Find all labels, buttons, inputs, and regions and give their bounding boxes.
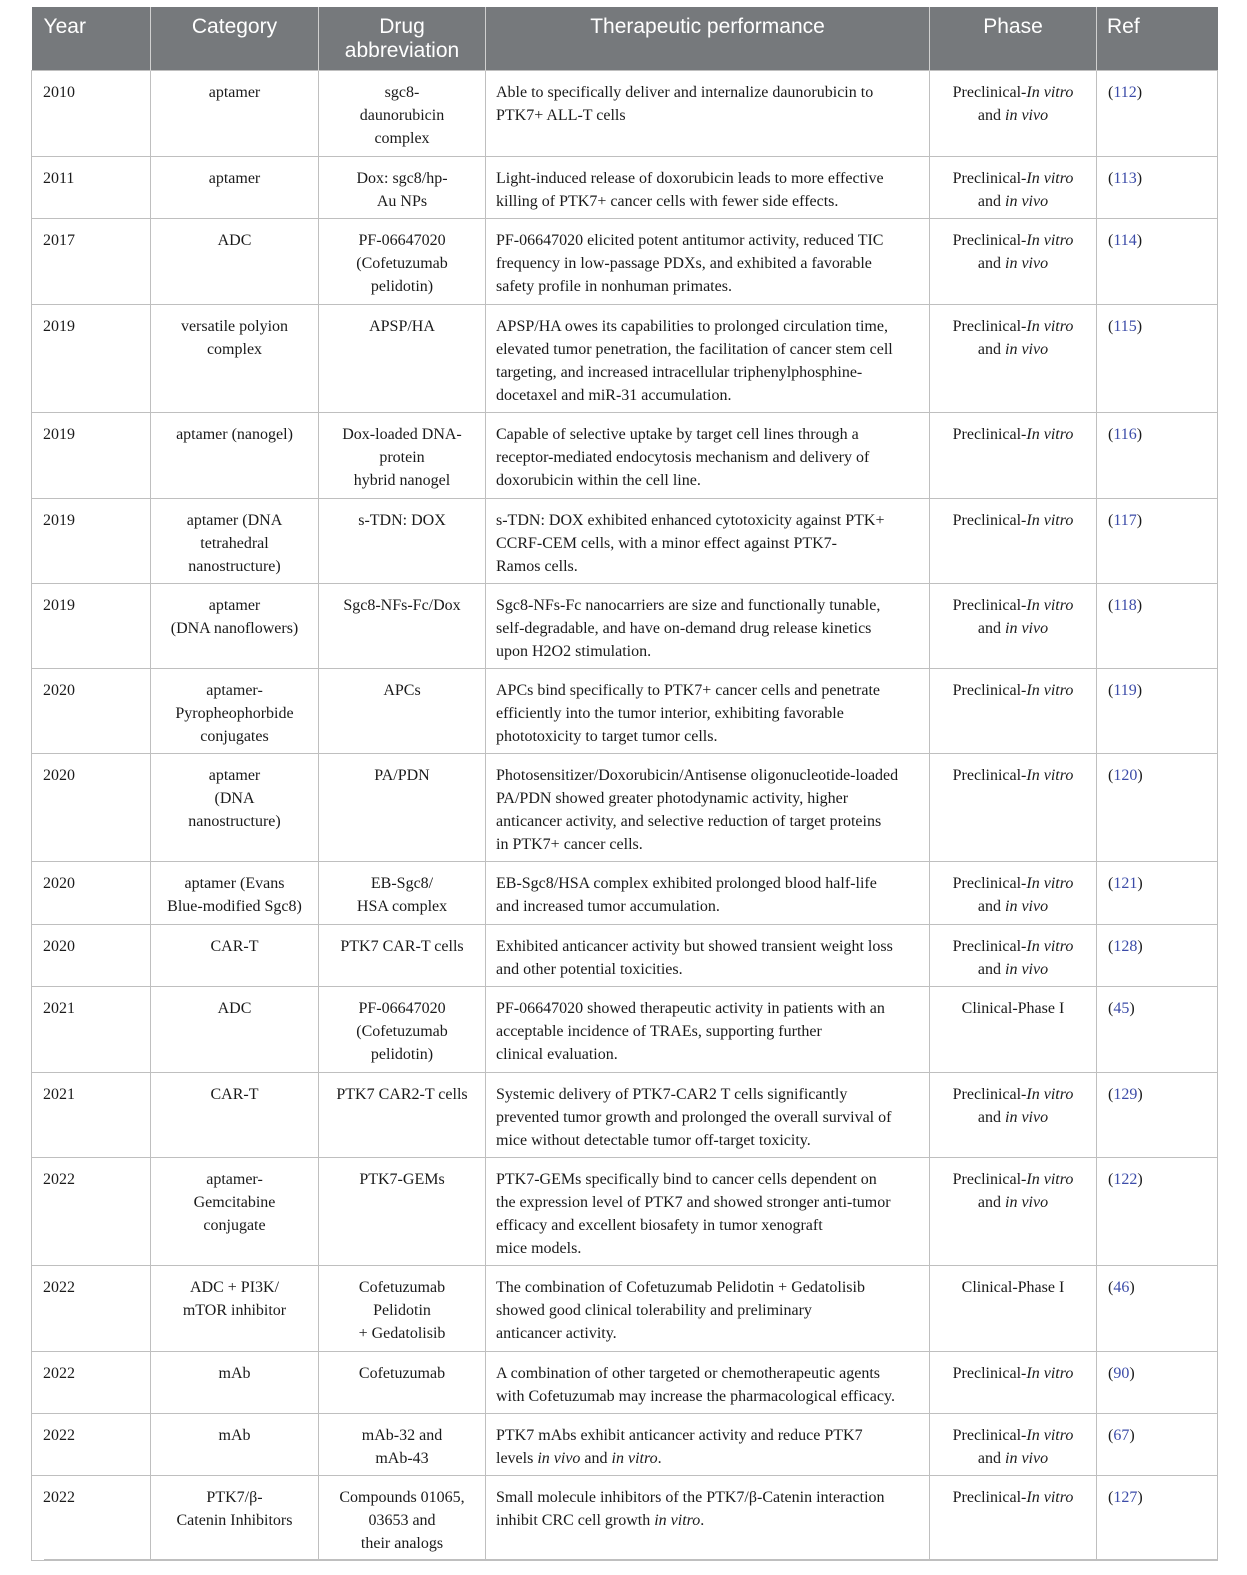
table-row	[32, 584, 1218, 669]
cell-phase: Preclinical-In vitro and in vivo	[930, 305, 1097, 413]
cell-therapeutic-performance: PF-06647020 elicited potent antitumor activity, reduced TIC frequency in low-passage PDXs, and exhibited a favorable safety profile in nonhuman primates.	[486, 219, 930, 305]
cell-category: aptamer (nanogel)	[151, 413, 319, 499]
ref-link[interactable]: 119	[1113, 682, 1137, 699]
ref-link[interactable]: 127	[1113, 1489, 1138, 1506]
cell-ref: (90)	[1097, 1352, 1218, 1414]
cell-therapeutic-performance: Light-induced release of doxorubicin leads to more effective killing of PTK7+ cancer cells with fewer side effects.	[486, 157, 930, 219]
cell-therapeutic-performance: PTK7 mAbs exhibit anticancer activity and reduce PTK7 levels in vivo and in vitro.	[486, 1414, 930, 1476]
cell-year: 2021	[32, 1073, 151, 1158]
header-drug-abbreviation	[319, 7, 486, 71]
table-body	[32, 71, 1218, 1561]
cell-ref: (116)	[1097, 413, 1218, 499]
cell-therapeutic-performance: Photosensitizer/Doxorubicin/Antisense oligonucleotide-loaded PA/PDN showed greater photodynamic activity, higher anticancer activity, and selective reduction of target proteins in PTK7+ cancer cells.	[486, 754, 930, 862]
cell-category: aptamer	[151, 157, 319, 219]
cell-year: 2010	[32, 71, 151, 157]
ref-link[interactable]: 45	[1113, 1000, 1130, 1017]
cell-drug-abbreviation: PTK7-GEMs	[319, 1158, 486, 1266]
table-row	[32, 157, 1218, 219]
cell-ref: (46)	[1097, 1266, 1218, 1352]
cell-category: mAb	[151, 1352, 319, 1414]
cell-therapeutic-performance: s-TDN: DOX exhibited enhanced cytotoxicity against PTK+ CCRF-CEM cells, with a minor effect against PTK7- Ramos cells.	[486, 499, 930, 584]
cell-drug-abbreviation: s-TDN: DOX	[319, 499, 486, 584]
header-drug-line2: abbreviation	[344, 39, 460, 62]
cell-category: aptamer (DNA nanoflowers)	[151, 584, 319, 669]
cell-ref: (117)	[1097, 499, 1218, 584]
table-row	[32, 1352, 1218, 1414]
cell-phase: Preclinical-In vitro and in vivo	[930, 1414, 1097, 1476]
table-container	[31, 7, 1217, 1561]
cell-drug-abbreviation: Compounds 01065, 03653 and their analogs	[319, 1476, 486, 1561]
cell-drug-abbreviation: Cofetuzumab	[319, 1352, 486, 1414]
cell-ref: (119)	[1097, 669, 1218, 754]
table-header-row	[32, 7, 1218, 71]
table-row	[32, 305, 1218, 413]
cell-year: 2022	[32, 1158, 151, 1266]
ref-link[interactable]: 114	[1113, 232, 1137, 249]
ref-link[interactable]: 122	[1113, 1171, 1138, 1188]
ref-link[interactable]: 46	[1113, 1279, 1130, 1296]
cell-ref: (45)	[1097, 987, 1218, 1073]
cell-ref: (114)	[1097, 219, 1218, 305]
ref-link[interactable]: 90	[1113, 1365, 1130, 1382]
cell-year: 2022	[32, 1352, 151, 1414]
therapeutics-table	[31, 7, 1218, 1561]
cell-drug-abbreviation: Cofetuzumab Pelidotin + Gedatolisib	[319, 1266, 486, 1352]
cell-phase: Preclinical-In vitro	[930, 499, 1097, 584]
cell-drug-abbreviation: Sgc8-NFs-Fc/Dox	[319, 584, 486, 669]
cell-therapeutic-performance: PF-06647020 showed therapeutic activity in patients with an acceptable incidence of TRAEs, supporting further clinical evaluation.	[486, 987, 930, 1073]
header-year: Year	[32, 7, 151, 71]
ref-link[interactable]: 67	[1113, 1427, 1130, 1444]
cell-category: aptamer- Pyropheophorbide conjugates	[151, 669, 319, 754]
cell-therapeutic-performance: Small molecule inhibitors of the PTK7/β-Catenin interaction inhibit CRC cell growth in vitro.	[486, 1476, 930, 1561]
table-row	[32, 1158, 1218, 1266]
header-therapeutic-performance: Therapeutic performance	[486, 7, 930, 71]
cell-phase: Preclinical-In vitro	[930, 1352, 1097, 1414]
table-row	[32, 499, 1218, 584]
table-row	[32, 1266, 1218, 1352]
cell-phase: Preclinical-In vitro and in vivo	[930, 1158, 1097, 1266]
cell-drug-abbreviation: PA/PDN	[319, 754, 486, 862]
table-row	[32, 987, 1218, 1073]
cell-year: 2022	[32, 1476, 151, 1561]
cell-therapeutic-performance: Exhibited anticancer activity but showed transient weight loss and other potential toxicities.	[486, 925, 930, 987]
cell-therapeutic-performance: Able to specifically deliver and internalize daunorubicin to PTK7+ ALL-T cells	[486, 71, 930, 157]
cell-ref: (120)	[1097, 754, 1218, 862]
cell-drug-abbreviation: PF-06647020 (Cofetuzumab pelidotin)	[319, 987, 486, 1073]
table-row	[32, 71, 1218, 157]
ref-link[interactable]: 112	[1113, 84, 1137, 101]
cell-ref: (129)	[1097, 1073, 1218, 1158]
header-ref: Ref	[1097, 7, 1218, 71]
table-row	[32, 925, 1218, 987]
cell-year: 2020	[32, 862, 151, 925]
table-row	[32, 1073, 1218, 1158]
table-row	[32, 669, 1218, 754]
cell-category: PTK7/β- Catenin Inhibitors	[151, 1476, 319, 1561]
ref-link[interactable]: 128	[1113, 938, 1138, 955]
cell-drug-abbreviation: PF-06647020 (Cofetuzumab pelidotin)	[319, 219, 486, 305]
cell-phase: Preclinical-In vitro and in vivo	[930, 925, 1097, 987]
cell-category: ADC	[151, 219, 319, 305]
cell-year: 2017	[32, 219, 151, 305]
cell-category: ADC + PI3K/ mTOR inhibitor	[151, 1266, 319, 1352]
cell-year: 2019	[32, 413, 151, 499]
cell-year: 2011	[32, 157, 151, 219]
cell-ref: (113)	[1097, 157, 1218, 219]
cell-therapeutic-performance: EB-Sgc8/HSA complex exhibited prolonged blood half-life and increased tumor accumulation.	[486, 862, 930, 925]
cell-category: mAb	[151, 1414, 319, 1476]
header-drug-line1: Drug	[379, 15, 425, 38]
table-row	[32, 219, 1218, 305]
cell-therapeutic-performance: Sgc8-NFs-Fc nanocarriers are size and functionally tunable, self-degradable, and have on-demand drug release kinetics upon H2O2 stimulation.	[486, 584, 930, 669]
cell-therapeutic-performance: Capable of selective uptake by target cell lines through a receptor-mediated endocytosis mechanism and delivery of doxorubicin within the cell line.	[486, 413, 930, 499]
cell-therapeutic-performance: Systemic delivery of PTK7-CAR2 T cells significantly prevented tumor growth and prolonged the overall survival of mice without detectable tumor off-target toxicity.	[486, 1073, 930, 1158]
cell-therapeutic-performance: A combination of other targeted or chemotherapeutic agents with Cofetuzumab may increase the pharmacological efficacy.	[486, 1352, 930, 1414]
cell-phase: Preclinical-In vitro and in vivo	[930, 862, 1097, 925]
ref-link[interactable]: 116	[1113, 426, 1137, 443]
cell-ref: (121)	[1097, 862, 1218, 925]
cell-phase: Preclinical-In vitro	[930, 754, 1097, 862]
table-row	[32, 754, 1218, 862]
cell-drug-abbreviation: EB-Sgc8/ HSA complex	[319, 862, 486, 925]
cell-year: 2019	[32, 584, 151, 669]
cell-ref: (112)	[1097, 71, 1218, 157]
cell-ref: (115)	[1097, 305, 1218, 413]
ref-link[interactable]: 115	[1113, 318, 1137, 335]
cell-phase: Preclinical-In vitro and in vivo	[930, 219, 1097, 305]
table-row	[32, 1476, 1218, 1561]
cell-category: versatile polyion complex	[151, 305, 319, 413]
cell-phase: Preclinical-In vitro	[930, 1476, 1097, 1561]
cell-category: CAR-T	[151, 925, 319, 987]
cell-year: 2019	[32, 305, 151, 413]
cell-ref: (122)	[1097, 1158, 1218, 1266]
cell-drug-abbreviation: Dox-loaded DNA- protein hybrid nanogel	[319, 413, 486, 499]
cell-ref: (67)	[1097, 1414, 1218, 1476]
cell-year: 2022	[32, 1266, 151, 1352]
cell-ref: (128)	[1097, 925, 1218, 987]
ref-link[interactable]: 113	[1113, 170, 1137, 187]
cell-year: 2020	[32, 925, 151, 987]
ref-link[interactable]: 129	[1113, 1086, 1138, 1103]
cell-phase: Clinical-Phase I	[930, 987, 1097, 1073]
ref-link[interactable]: 121	[1113, 875, 1138, 892]
table-row	[32, 862, 1218, 925]
cell-therapeutic-performance: PTK7-GEMs specifically bind to cancer cells dependent on the expression level of PTK7 and showed stronger anti-tumor efficacy and excellent biosafety in tumor xenograft mice models.	[486, 1158, 930, 1266]
cell-drug-abbreviation: sgc8- daunorubicin complex	[319, 71, 486, 157]
cell-category: aptamer (DNA nanostructure)	[151, 754, 319, 862]
table-bottom-rule	[44, 1559, 1217, 1560]
table-row	[32, 1414, 1218, 1476]
cell-category: aptamer- Gemcitabine conjugate	[151, 1158, 319, 1266]
table-row	[32, 413, 1218, 499]
cell-therapeutic-performance: APSP/HA owes its capabilities to prolonged circulation time, elevated tumor penetration, the facilitation of cancer stem cell targeting, and increased intracellular triphenylphosphine- docetaxel and miR-31 accumulation.	[486, 305, 930, 413]
cell-drug-abbreviation: PTK7 CAR-T cells	[319, 925, 486, 987]
cell-year: 2021	[32, 987, 151, 1073]
cell-phase: Preclinical-In vitro	[930, 669, 1097, 754]
cell-phase: Preclinical-In vitro and in vivo	[930, 71, 1097, 157]
ref-link[interactable]: 118	[1113, 597, 1137, 614]
cell-phase: Clinical-Phase I	[930, 1266, 1097, 1352]
header-phase: Phase	[930, 7, 1097, 71]
cell-drug-abbreviation: PTK7 CAR2-T cells	[319, 1073, 486, 1158]
header-category: Category	[151, 7, 319, 71]
cell-phase: Preclinical-In vitro and in vivo	[930, 157, 1097, 219]
cell-phase: Preclinical-In vitro and in vivo	[930, 1073, 1097, 1158]
cell-category: CAR-T	[151, 1073, 319, 1158]
cell-ref: (118)	[1097, 584, 1218, 669]
cell-phase: Preclinical-In vitro	[930, 413, 1097, 499]
ref-link[interactable]: 120	[1113, 767, 1138, 784]
cell-year: 2020	[32, 754, 151, 862]
cell-category: aptamer (Evans Blue-modified Sgc8)	[151, 862, 319, 925]
cell-drug-abbreviation: APCs	[319, 669, 486, 754]
ref-link[interactable]: 117	[1113, 512, 1137, 529]
cell-year: 2019	[32, 499, 151, 584]
cell-category: aptamer	[151, 71, 319, 157]
cell-ref: (127)	[1097, 1476, 1218, 1561]
cell-category: aptamer (DNA tetrahedral nanostructure)	[151, 499, 319, 584]
cell-drug-abbreviation: mAb-32 and mAb-43	[319, 1414, 486, 1476]
cell-category: ADC	[151, 987, 319, 1073]
cell-drug-abbreviation: APSP/HA	[319, 305, 486, 413]
cell-therapeutic-performance: The combination of Cofetuzumab Pelidotin + Gedatolisib showed good clinical tolerability and preliminary anticancer activity.	[486, 1266, 930, 1352]
cell-phase: Preclinical-In vitro and in vivo	[930, 584, 1097, 669]
cell-year: 2020	[32, 669, 151, 754]
cell-therapeutic-performance: APCs bind specifically to PTK7+ cancer cells and penetrate efficiently into the tumor interior, exhibiting favorable phototoxicity to target tumor cells.	[486, 669, 930, 754]
cell-drug-abbreviation: Dox: sgc8/hp- Au NPs	[319, 157, 486, 219]
cell-year: 2022	[32, 1414, 151, 1476]
